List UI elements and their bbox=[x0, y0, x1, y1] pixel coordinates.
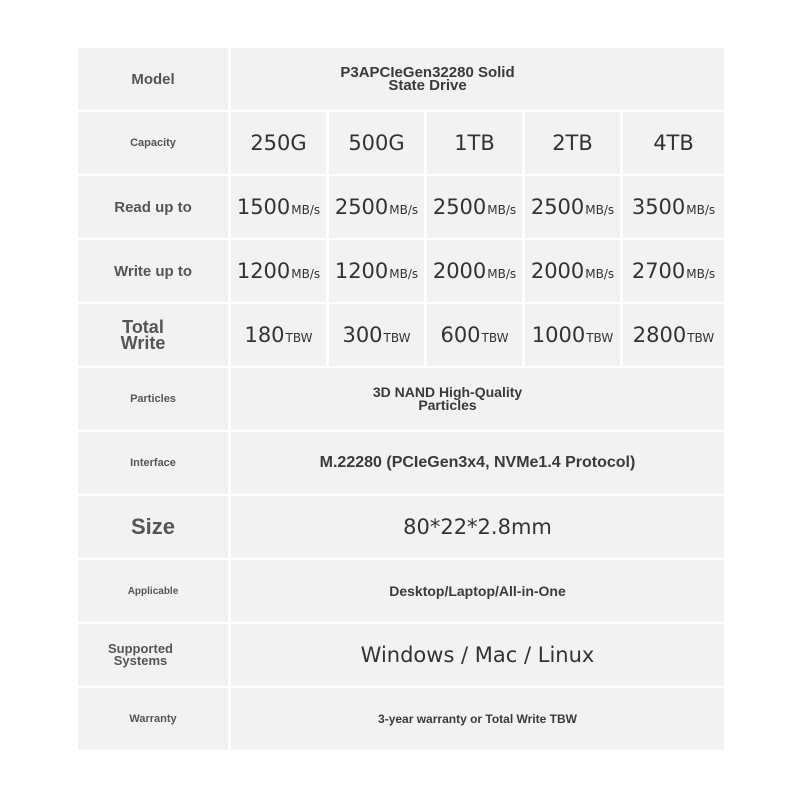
read-unit: MB/s bbox=[389, 203, 419, 217]
capacity-cell: 2TB bbox=[525, 112, 620, 174]
write-unit: MB/s bbox=[686, 267, 716, 281]
row-interface bbox=[78, 432, 724, 494]
write-cell bbox=[329, 240, 424, 302]
read-cell bbox=[231, 176, 326, 238]
tbw-cell bbox=[525, 304, 620, 366]
row-label: Warranty bbox=[78, 688, 228, 750]
row-label: Applicable bbox=[78, 560, 228, 622]
row-total-write bbox=[78, 304, 724, 366]
row-capacity bbox=[78, 112, 724, 174]
write-value: 1200 bbox=[236, 259, 291, 283]
read-value: 2500 bbox=[432, 195, 487, 219]
tbw-value: 1000 bbox=[531, 323, 586, 347]
row-systems bbox=[78, 624, 724, 686]
row-model bbox=[78, 48, 724, 110]
write-value: 1200 bbox=[334, 259, 389, 283]
capacity-cell: 1TB bbox=[427, 112, 522, 174]
row-label: Capacity bbox=[78, 112, 228, 174]
read-unit: MB/s bbox=[291, 203, 321, 217]
read-value: 1500 bbox=[236, 195, 291, 219]
row-label: Size bbox=[78, 496, 228, 558]
row-label: Model bbox=[78, 48, 228, 110]
write-cell bbox=[525, 240, 620, 302]
read-value: 2500 bbox=[530, 195, 585, 219]
tbw-value: 2800 bbox=[632, 323, 687, 347]
write-cell bbox=[427, 240, 522, 302]
read-cell bbox=[329, 176, 424, 238]
read-value: 2500 bbox=[334, 195, 389, 219]
warranty-value: 3-year warranty or Total Write TBW bbox=[231, 688, 724, 750]
row-label: Particles bbox=[78, 368, 228, 430]
write-unit: MB/s bbox=[291, 267, 321, 281]
write-cell bbox=[623, 240, 724, 302]
row-label: Interface bbox=[78, 432, 228, 494]
tbw-unit: TBW bbox=[481, 331, 509, 345]
tbw-value: 180 bbox=[244, 323, 285, 347]
row-write bbox=[78, 240, 724, 302]
write-value: 2000 bbox=[530, 259, 585, 283]
read-unit: MB/s bbox=[686, 203, 716, 217]
row-particles bbox=[78, 368, 724, 430]
write-cell bbox=[231, 240, 326, 302]
applicable-value: Desktop/Laptop/All-in-One bbox=[231, 560, 724, 622]
tbw-unit: TBW bbox=[586, 331, 614, 345]
read-cell bbox=[427, 176, 522, 238]
row-applicable bbox=[78, 560, 724, 622]
write-unit: MB/s bbox=[585, 267, 615, 281]
write-value: 2000 bbox=[432, 259, 487, 283]
tbw-unit: TBW bbox=[687, 331, 715, 345]
capacity-cell: 500G bbox=[329, 112, 424, 174]
tbw-cell bbox=[623, 304, 724, 366]
particles-value: 3D NAND High-Quality Particles bbox=[231, 368, 724, 430]
row-label: Supported Systems bbox=[78, 624, 228, 686]
capacity-cell: 250G bbox=[231, 112, 326, 174]
tbw-cell bbox=[427, 304, 522, 366]
model-value: P3APCIeGen32280 Solid State Drive bbox=[231, 48, 724, 110]
systems-value: Windows / Mac / Linux bbox=[231, 624, 724, 686]
write-unit: MB/s bbox=[389, 267, 419, 281]
tbw-unit: TBW bbox=[285, 331, 313, 345]
interface-value: M.22280 (PCIeGen3x4, NVMe1.4 Protocol) bbox=[231, 432, 724, 494]
read-value: 3500 bbox=[631, 195, 686, 219]
write-value: 2700 bbox=[631, 259, 686, 283]
read-cell bbox=[525, 176, 620, 238]
row-label: Read up to bbox=[78, 176, 228, 238]
tbw-cell bbox=[231, 304, 326, 366]
row-size bbox=[78, 496, 724, 558]
capacity-cell: 4TB bbox=[623, 112, 724, 174]
write-unit: MB/s bbox=[487, 267, 517, 281]
size-value: 80*22*2.8mm bbox=[231, 496, 724, 558]
tbw-value: 300 bbox=[342, 323, 383, 347]
tbw-cell bbox=[329, 304, 424, 366]
row-label: Write up to bbox=[78, 240, 228, 302]
read-cell bbox=[623, 176, 724, 238]
row-label: Total Write bbox=[78, 304, 228, 366]
read-unit: MB/s bbox=[487, 203, 517, 217]
tbw-value: 600 bbox=[440, 323, 481, 347]
row-read bbox=[78, 176, 724, 238]
read-unit: MB/s bbox=[585, 203, 615, 217]
tbw-unit: TBW bbox=[383, 331, 411, 345]
row-warranty bbox=[78, 688, 724, 750]
